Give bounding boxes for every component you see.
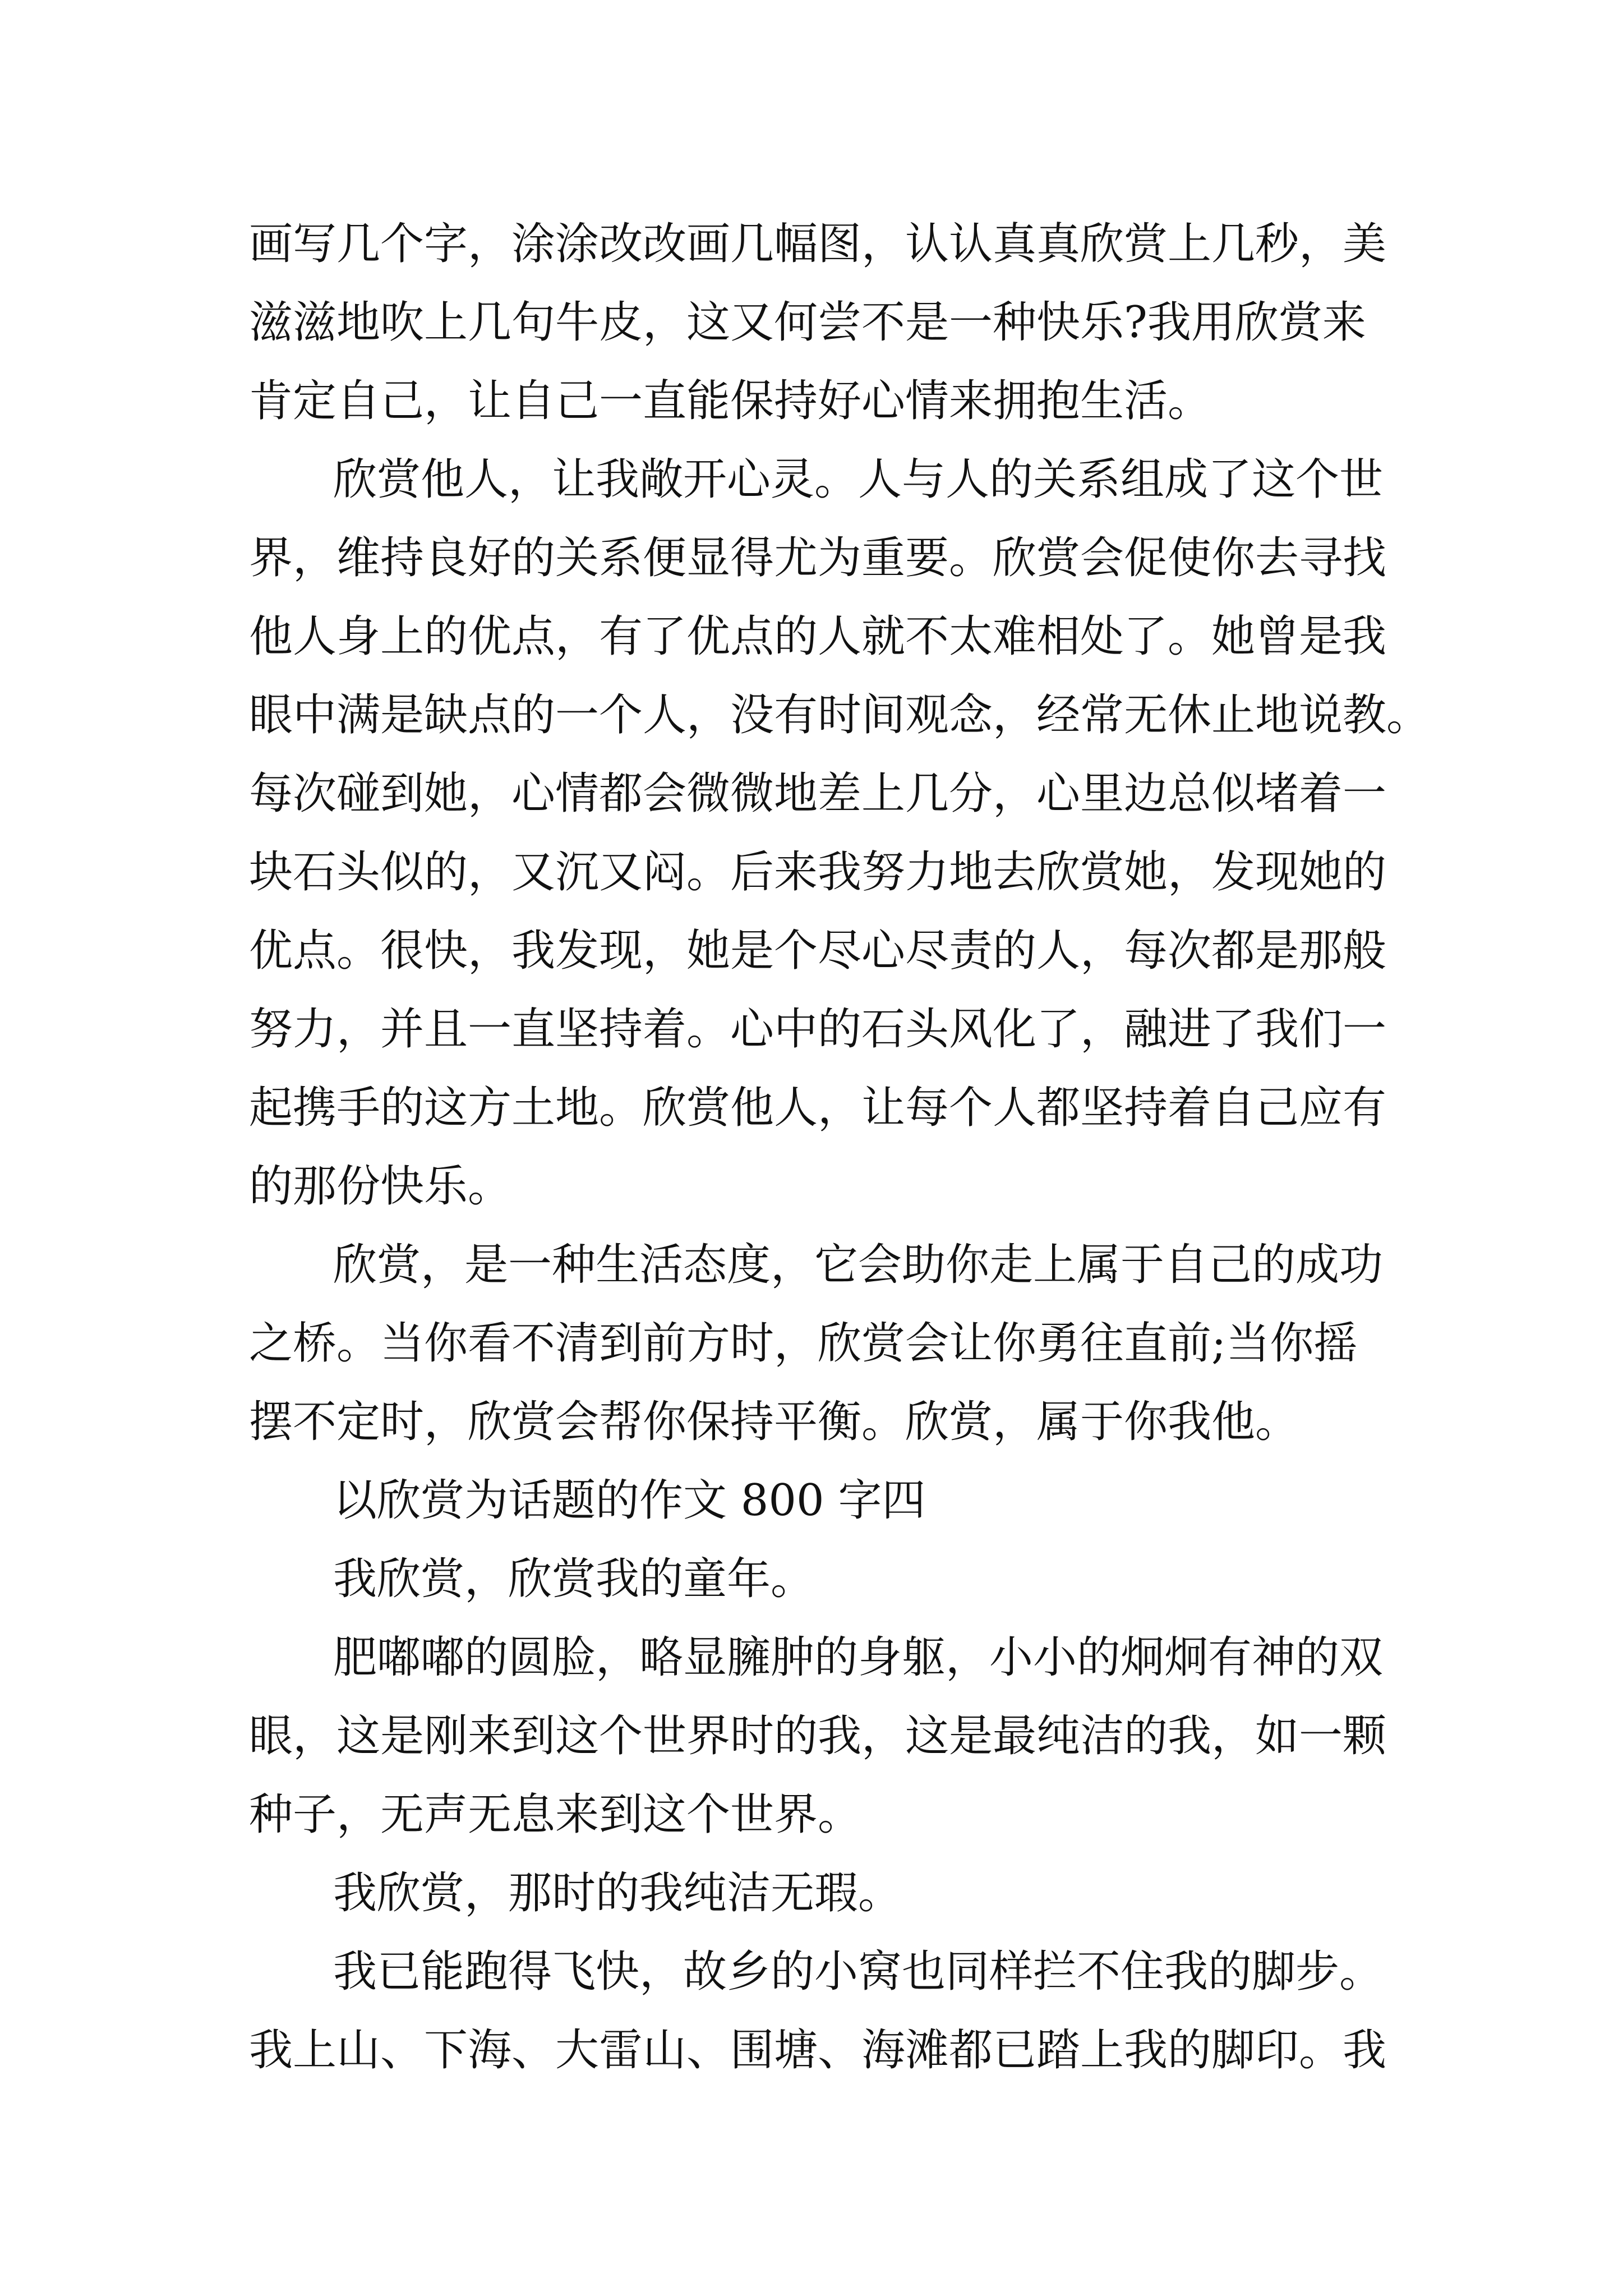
text-line: 眼中满是缺点的一个人，没有时间观念，经常无休止地说教。: [249, 690, 1431, 740]
text-line: 的那份快乐。: [249, 1161, 512, 1212]
document-body: [249, 205, 1431, 2090]
paragraph-start-line: 欣赏他人，让我敞开心灵。人与人的关系组成了这个世: [333, 454, 1384, 505]
text-line: 眼，这是刚来到这个世界时的我，这是最纯洁的我，如一颗: [249, 1711, 1387, 1761]
text-line: 之桥。当你看不清到前方时，欣赏会让你勇往直前;当你摇: [249, 1318, 1358, 1369]
text-line: 块石头似的，又沉又闷。后来我努力地去欣赏她，发现她的: [249, 847, 1387, 898]
paragraph-start-line: 欣赏，是一种生活态度，它会助你走上属于自己的成功: [333, 1240, 1384, 1290]
text-line: 努力，并且一直坚持着。心中的石头风化了，融进了我们一: [249, 1004, 1387, 1055]
text-line: 摆不定时，欣赏会帮你保持平衡。欣赏，属于你我他。: [249, 1397, 1299, 1447]
paragraph-start-line: 我欣赏，欣赏我的童年。: [333, 1554, 815, 1604]
text-line: 他人身上的优点，有了优点的人就不太难相处了。她曾是我: [249, 611, 1387, 662]
text-line: 肯定自己，让自己一直能保持好心情来拥抱生活。: [249, 376, 1212, 426]
section-heading: 以欣赏为话题的作文 800 字四: [333, 1475, 926, 1526]
text-line: 种子，无声无息来到这个世界。: [249, 1789, 862, 1840]
paragraph-start-line: 我欣赏，那时的我纯洁无瑕。: [333, 1868, 902, 1918]
text-line: 画写几个字，涂涂改改画几幅图，认认真真欣赏上几秒，美: [249, 219, 1387, 269]
paragraph-start-line: 肥嘟嘟的圆脸，略显臃肿的身躯，小小的炯炯有神的双: [333, 1632, 1384, 1683]
text-line: 界，维持良好的关系便显得尤为重要。欣赏会促使你去寻找: [249, 533, 1387, 583]
text-line: 优点。很快，我发现，她是个尽心尽责的人，每次都是那般: [249, 926, 1387, 976]
text-line: 滋滋地吹上几句牛皮，这又何尝不是一种快乐?我用欣赏来: [249, 297, 1366, 348]
text-line: 每次碰到她，心情都会微微地差上几分，心里边总似堵着一: [249, 769, 1387, 819]
text-line: 起携手的这方土地。欣赏他人，让每个人都坚持着自己应有: [249, 1083, 1387, 1133]
paragraph-start-line: 我已能跑得飞快，故乡的小窝也同样拦不住我的脚步。: [333, 1947, 1384, 1997]
text-line: 我上山、下海、大雷山、围塘、海滩都已踏上我的脚印。我: [249, 2025, 1387, 2076]
